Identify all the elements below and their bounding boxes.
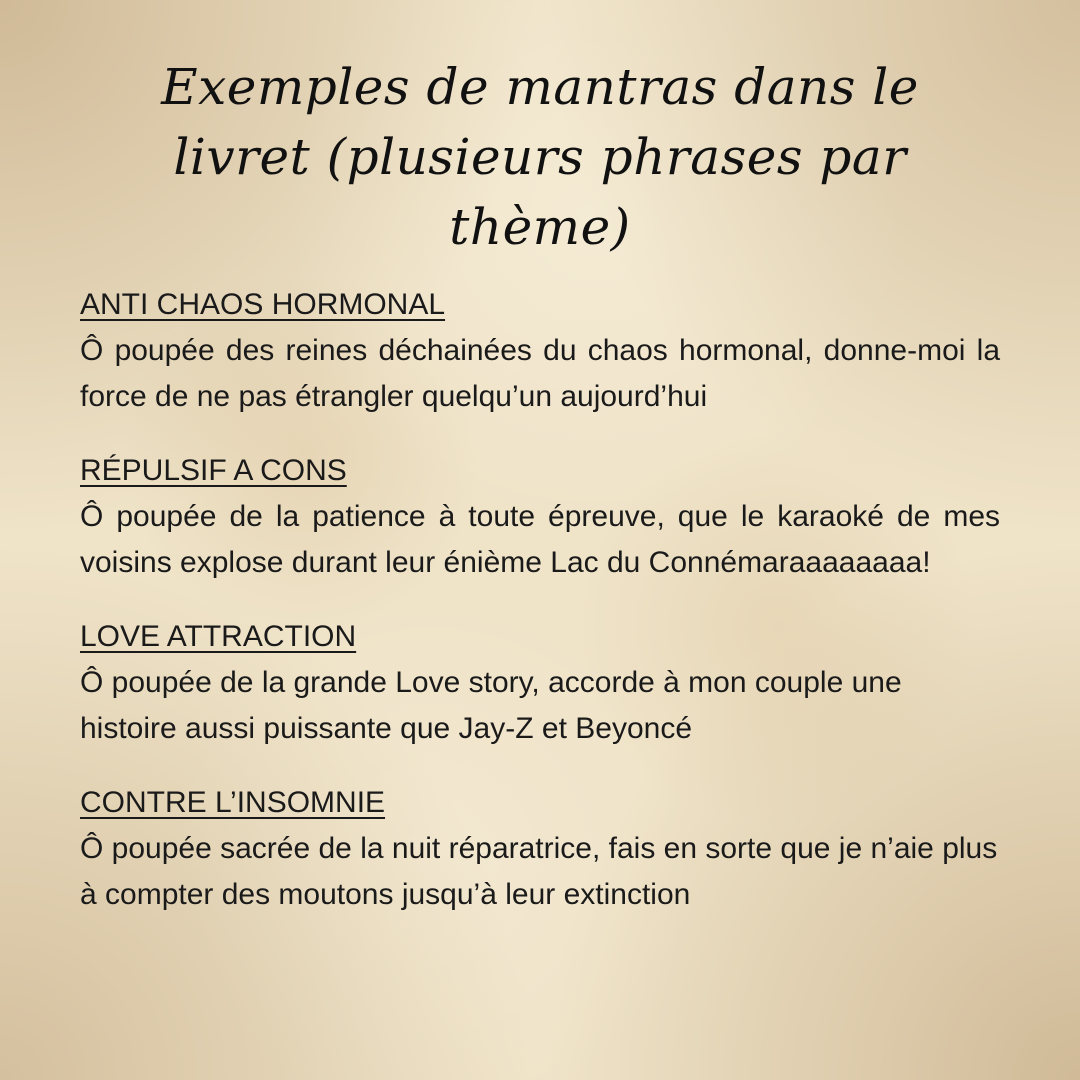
mantra-section-love xyxy=(80,614,1000,752)
mantra-heading: LOVE ATTRACTION xyxy=(80,620,357,653)
mantra-section-insomnie xyxy=(80,780,1000,918)
mantra-text: Ô poupée des reines déchainées du chaos hormonal, donne-moi la force de ne pas étrangler quelqu’un aujourd’hui xyxy=(80,334,1000,413)
mantra-heading: ANTI CHAOS HORMONAL xyxy=(80,288,446,321)
mantra-section-repulsif xyxy=(80,448,1000,586)
mantra-list xyxy=(80,282,1000,918)
page-title: Exemples de mantras dans le livret (plusieurs phrases par thème) xyxy=(161,58,919,256)
mantra-text: Ô poupée de la grande Love story, accorde à mon couple une histoire aussi puissante que Jay-Z et Beyoncé xyxy=(80,666,902,745)
mantra-section-anti-chaos xyxy=(80,282,1000,420)
mantra-text: Ô poupée sacrée de la nuit réparatrice, fais en sorte que je n’aie plus à compter des moutons jusqu’à leur extinction xyxy=(80,832,998,911)
mantra-text: Ô poupée de la patience à toute épreuve, que le karaoké de mes voisins explose durant leur énième Lac du Connémaraaaaaaaa! xyxy=(80,500,1000,579)
mantra-heading: RÉPULSIF A CONS xyxy=(80,454,347,487)
mantra-heading: CONTRE L’INSOMNIE xyxy=(80,786,386,819)
